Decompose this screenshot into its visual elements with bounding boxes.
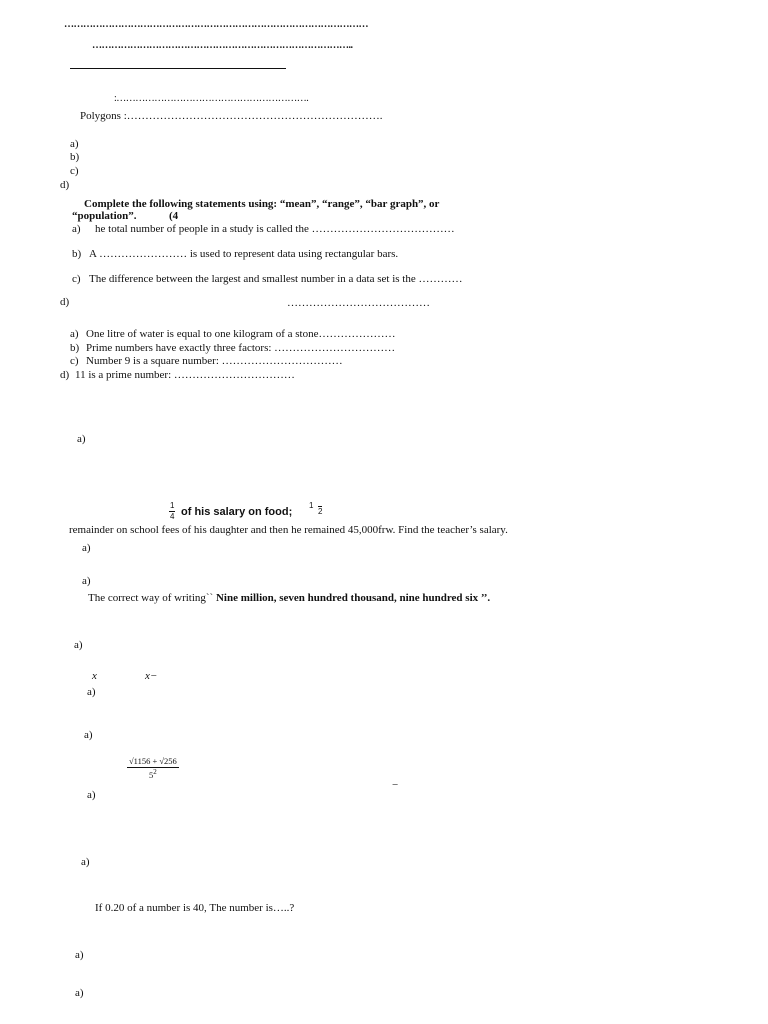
tf-d-label: d) <box>60 369 70 381</box>
percent-question: If 0.20 of a number is 40, The number is…..? <box>95 902 295 914</box>
stats-d-label: d) <box>60 296 70 308</box>
list1-a: a) <box>70 138 79 150</box>
stats-instruction-marks: (4 <box>169 210 179 222</box>
writing-a-label: a) <box>82 575 91 587</box>
writing-text <box>88 593 490 604</box>
algebra-a-label: a) <box>87 686 96 698</box>
polygons-line: Polygons :……………………………………………………………. <box>80 110 383 122</box>
list1-c: c) <box>70 165 79 177</box>
fraction-half-den: 2 <box>318 507 323 516</box>
tf-a-text: One litre of water is equal to one kilogram of a stone………………… <box>86 328 396 340</box>
header-dots-2: ……………………………………………………………………….. <box>92 40 353 51</box>
stats-instruction-line-1: Complete the following statements using: “mean”, “range”, “bar graph”, or <box>84 198 440 210</box>
list1-b: b) <box>70 151 80 163</box>
header-underline <box>70 68 286 69</box>
stats-a-label: a) <box>72 223 81 235</box>
salary-food-text: of his salary on food; <box>181 506 293 518</box>
salary-remainder-text: remainder on school fees of his daughter and then he remained 45,000frw. Find the teacher’s salary. <box>69 524 508 536</box>
question-a-3: a) <box>84 729 93 741</box>
stats-b-text: A …………………… is used to represent data using rectangular bars. <box>89 248 399 260</box>
tf-c-text: Number 9 is a square number: …………………………… <box>86 355 343 367</box>
question-a-6: a) <box>75 987 84 999</box>
algebra-x-1: x <box>92 670 97 682</box>
fraction-one-quarter-den: 4 <box>170 512 175 521</box>
sqrt-dash: − <box>392 779 399 791</box>
salary-a-label: a) <box>82 542 91 554</box>
list1-d: d) <box>60 179 70 191</box>
fraction-one-quarter-num: 1 <box>170 501 175 510</box>
stats-c-text: The difference between the largest and smallest number in a data set is the ………… <box>89 273 463 285</box>
fraction-half-num: 1 <box>309 501 314 510</box>
stats-b-label: b) <box>72 248 82 260</box>
sqrt-a-label: a) <box>87 789 96 801</box>
sqrt-denominator <box>149 768 157 779</box>
fraction-half <box>318 506 322 516</box>
tf-a-label: a) <box>70 328 79 340</box>
sqrt-numerator: √1156 + √256 <box>129 756 177 766</box>
fraction-one-quarter <box>169 502 175 521</box>
stats-d-text: ………………………………… <box>287 297 430 309</box>
sqrt-expression <box>127 757 179 779</box>
question-a-1: a) <box>77 433 86 445</box>
header-dots-1: …………………………………………………………………………………… <box>64 19 368 30</box>
header-dots-3: :……………………………………………………. <box>114 93 309 104</box>
question-a-4: a) <box>81 856 90 868</box>
sqrt-denominator-base: 5 <box>149 769 154 780</box>
question-a-2: a) <box>74 639 83 651</box>
sqrt-denominator-exp: 2 <box>153 767 157 776</box>
stats-instruction-line-2: “population”. <box>72 210 137 222</box>
writing-text-bold: Nine million, seven hundred thousand, nine hundred six ’’. <box>215 592 491 604</box>
question-a-5: a) <box>75 949 84 961</box>
tf-d-text: 11 is a prime number: …………………………… <box>75 369 295 381</box>
writing-text-plain: The correct way of writing`` <box>88 592 214 604</box>
stats-c-label: c) <box>72 273 81 285</box>
algebra-x-2: x− <box>145 670 158 682</box>
stats-a-text: he total number of people in a study is called the ………………………………… <box>95 223 455 235</box>
tf-b-text: Prime numbers have exactly three factors: …………………………… <box>86 342 396 354</box>
tf-b-label: b) <box>70 342 80 354</box>
tf-c-label: c) <box>70 355 79 367</box>
